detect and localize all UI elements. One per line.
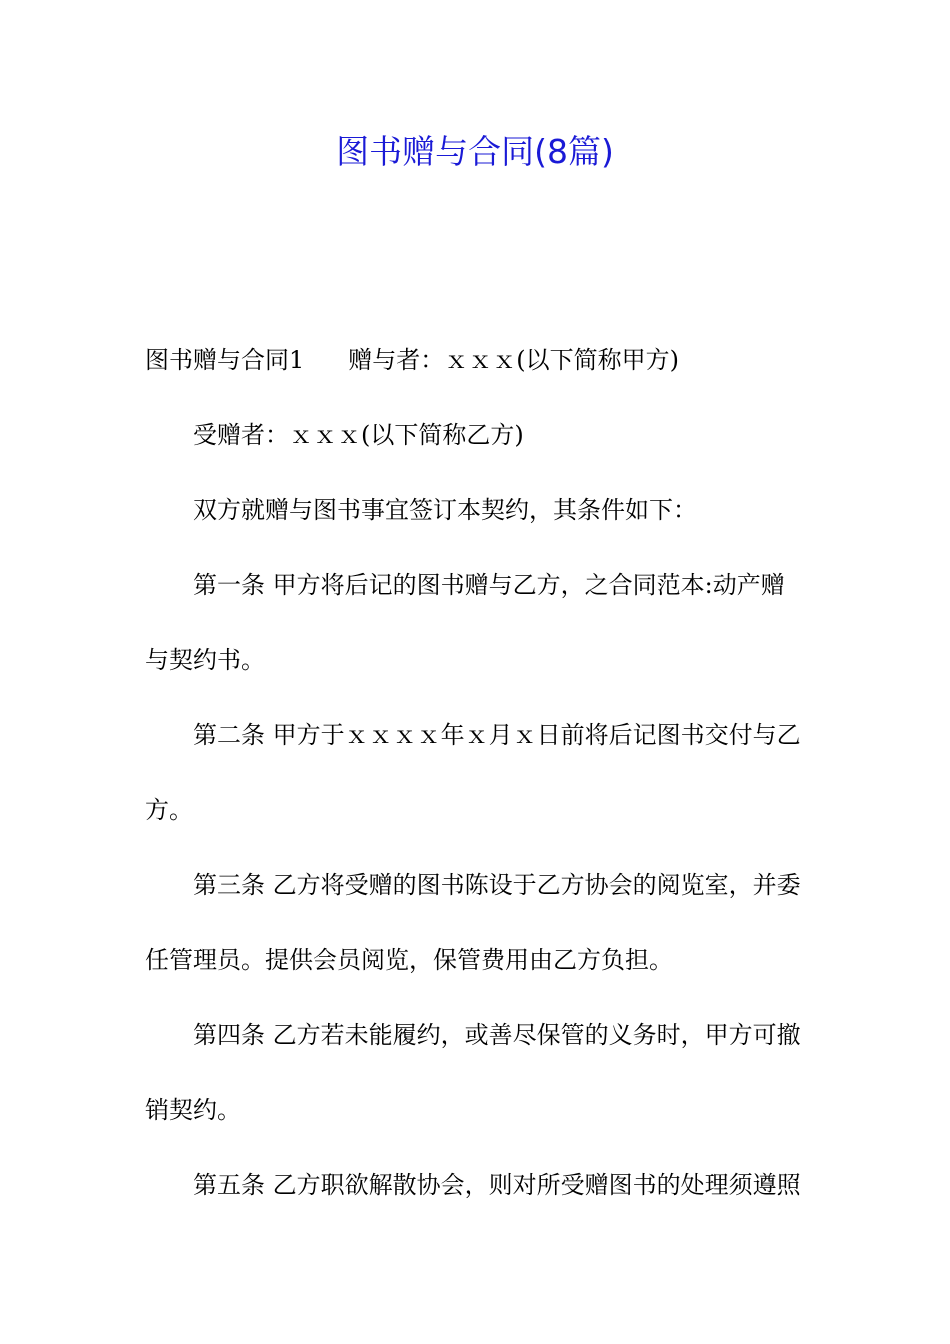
heading-line	[145, 345, 679, 375]
intro-line: 双方就赠与图书事宜签订本契约，其条件如下：	[193, 496, 697, 524]
article-2-line-1: 第二条 甲方于ｘｘｘｘ年ｘ月ｘ日前将后记图书交付与乙	[193, 721, 801, 749]
donee-line: 受赠者：ｘｘｘ(以下简称乙方)	[193, 421, 524, 449]
page-title: 图书赠与合同(8篇)	[336, 132, 614, 171]
article-1-line-2: 与契约书。	[145, 646, 265, 674]
article-2-line-2: 方。	[145, 796, 193, 824]
article-5-line-1: 第五条 乙方职欲解散协会，则对所受赠图书的处理须遵照	[193, 1171, 801, 1199]
article-4-line-1: 第四条 乙方若未能履约，或善尽保管的义务时，甲方可撤	[193, 1021, 801, 1049]
article-4-line-2: 销契约。	[145, 1096, 241, 1124]
article-3-line-2: 任管理员。提供会员阅览，保管费用由乙方负担。	[145, 946, 673, 974]
donor-line: 赠与者：ｘｘｘ(以下简称甲方)	[348, 346, 680, 374]
contract-heading: 图书赠与合同1	[145, 346, 305, 374]
article-1-line-1: 第一条 甲方将后记的图书赠与乙方，之合同范本:动产赠	[193, 571, 785, 599]
article-3-line-1: 第三条 乙方将受赠的图书陈设于乙方协会的阅览室，并委	[193, 871, 801, 899]
